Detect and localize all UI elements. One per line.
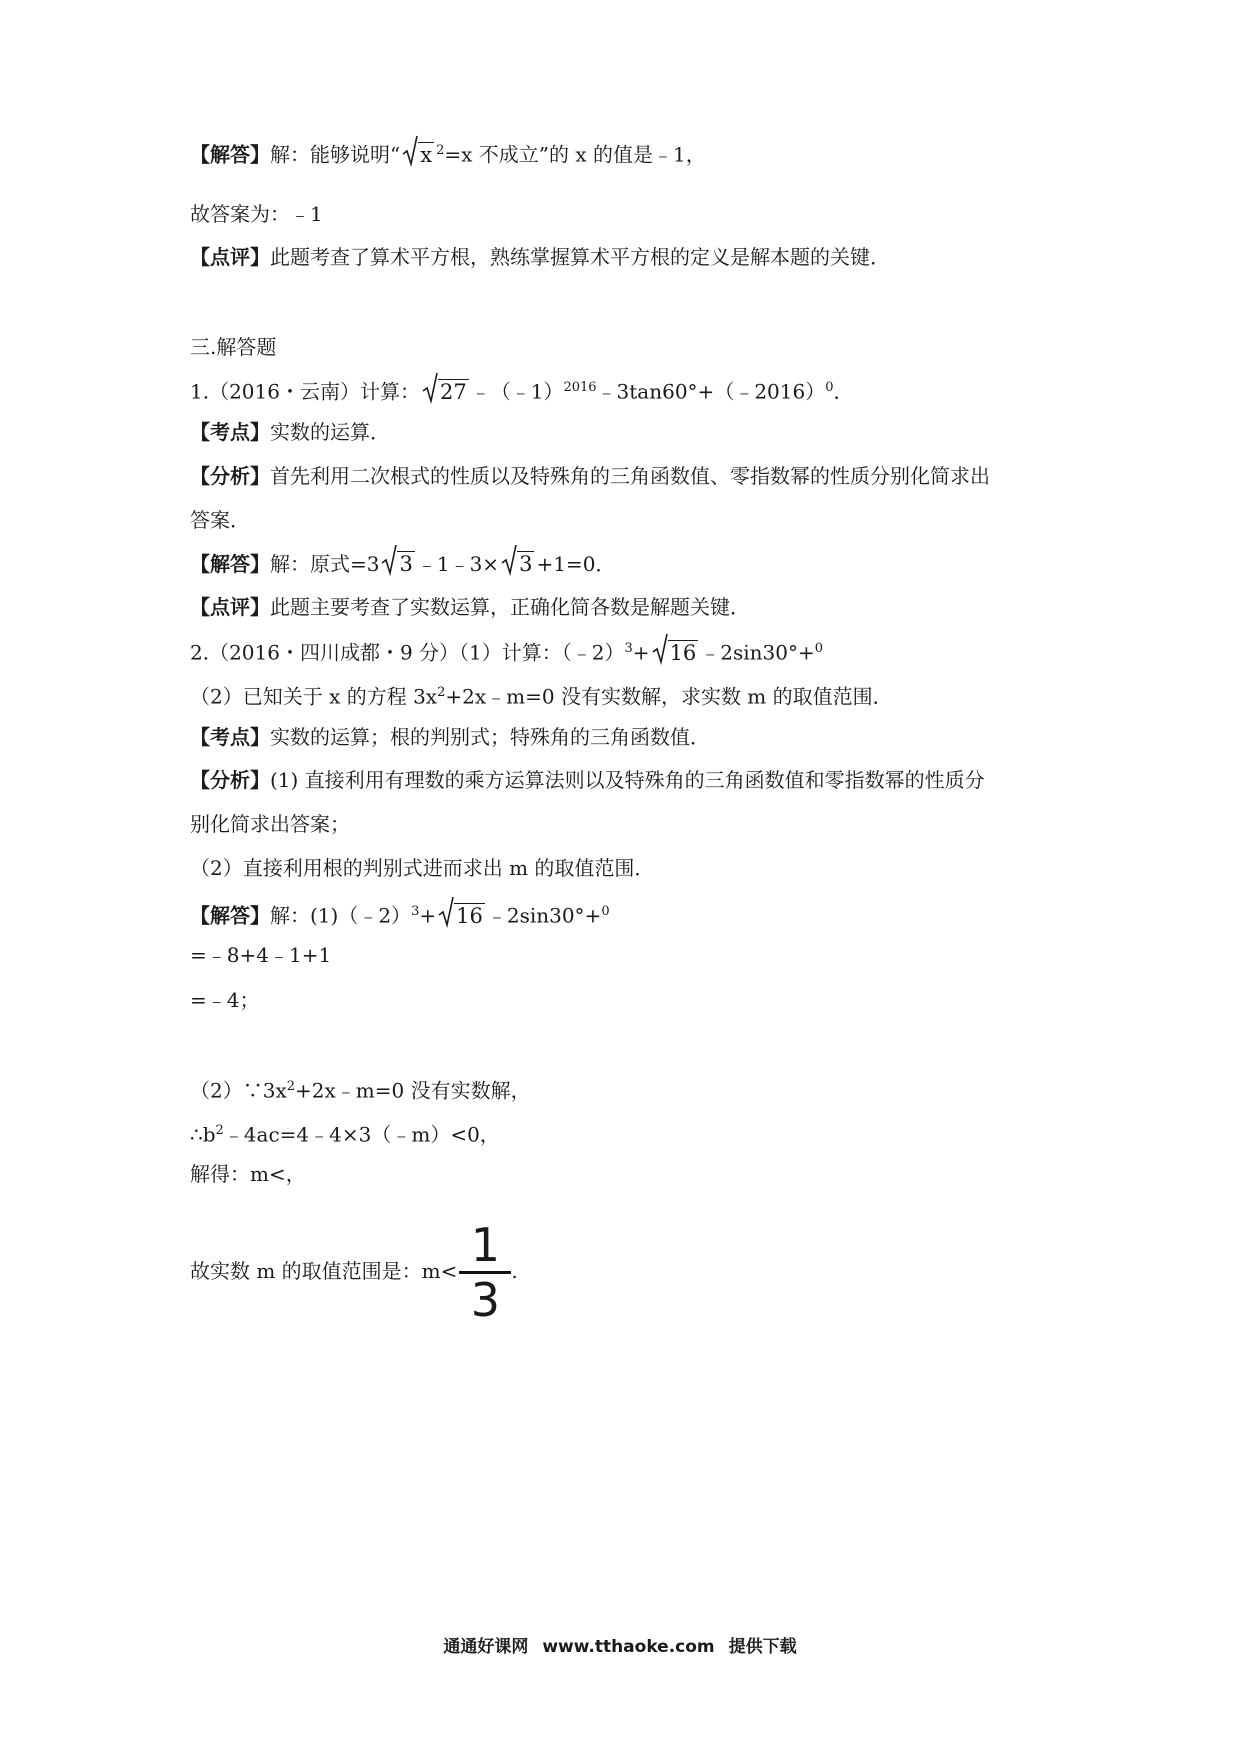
section-title: 三.解答题 [190,335,277,359]
q2-fenxi-part2: （2）直接利用根的判别式进而求出 m 的取值范围． [190,856,655,880]
question-2-part2: （2）已知关于 x 的方程 $3x^2+2x﹣m=0$ 没有实数解，求实数 m 的取值范围． [190,684,893,709]
sqrt-27: 27 [422,377,469,407]
q2-part2-solve: 解得：m<， [190,1162,306,1186]
q2-jieda: 【解答】解：(1)（﹣2）$^3$+ 16 ﹣2sin30°+$^0$ [190,897,610,931]
q1-jieda: 【解答】解：原式=3 3 ﹣1﹣3× 3 +1=0． [190,549,615,579]
sqrt-expression: x [402,140,434,170]
sqrt-16-answer: 16 [438,901,485,931]
answer-line: 【解答】解：能够说明“ x $^2$=x 不成立”的 x 的值是﹣1， [190,136,706,170]
question-2: 2.（2016・四川成都・9 分）（1）计算：（﹣2）$^3$+ 16 ﹣2sin30°+$^0$ [190,634,823,668]
question-1: 1.（2016・云南）计算： 27 ﹣（﹣1）$^{2016}$﹣3tan60°+（﹣2016）$^0$． [190,373,854,407]
q2-step2: =﹣4； [190,988,260,1012]
answer-text: 解：能够说明“ [270,142,401,167]
q2-part2-conclusion: 故实数 m 的取值范围是：m< $\frac{1}{3}$ . [190,1218,518,1327]
footer [0,1632,1240,1657]
sqrt-3b: 3 [501,549,534,579]
answer-result: 故答案为：﹣1 [190,202,323,226]
q2-step1: =﹣8+4﹣1+1 [190,943,332,967]
q1-kaodian: 【考点】实数的运算． [190,420,390,444]
sqrt-16: 16 [652,638,699,668]
q2-kaodian: 【考点】实数的运算；根的判别式；特殊角的三角函数值． [190,725,710,749]
footer-url[interactable]: www.tthaoke.com [542,1637,715,1657]
footer-site-name: 通通好课网 [443,1637,529,1657]
tag-jieda: 【解答】 [190,142,270,167]
q1-fenxi: 【分析】首先利用二次根式的性质以及特殊角的三角函数值、零指数幂的性质分别化简求出 [190,464,990,488]
sqrt-3a: 3 [381,549,414,579]
q2-part2-condition: $(2)\because 3x^2+2x﹣m=0$ 没有实数解， [190,1078,531,1103]
fraction-one-third: $\frac{1}{3}$ [459,1219,511,1326]
q1-fenxi-cont: 答案． [190,508,250,532]
comment-line: 【点评】此题考查了算术平方根，熟练掌握算术平方根的定义是解本题的关键． [190,245,890,269]
footer-action: 提供下载 [728,1637,797,1657]
q1-dianping: 【点评】此题主要考查了实数运算，正确化简各数是解题关键． [190,595,750,619]
q2-fenxi-cont: 别化简求出答案； [190,812,350,836]
q2-fenxi: 【分析】(1) 直接利用有理数的乘方运算法则以及特殊角的三角函数值和零指数幂的性质分 [190,768,985,792]
q2-part2-discriminant: $\therefore b^2﹣4ac=4﹣4\times 3(﹣m)<0$， [190,1122,500,1147]
